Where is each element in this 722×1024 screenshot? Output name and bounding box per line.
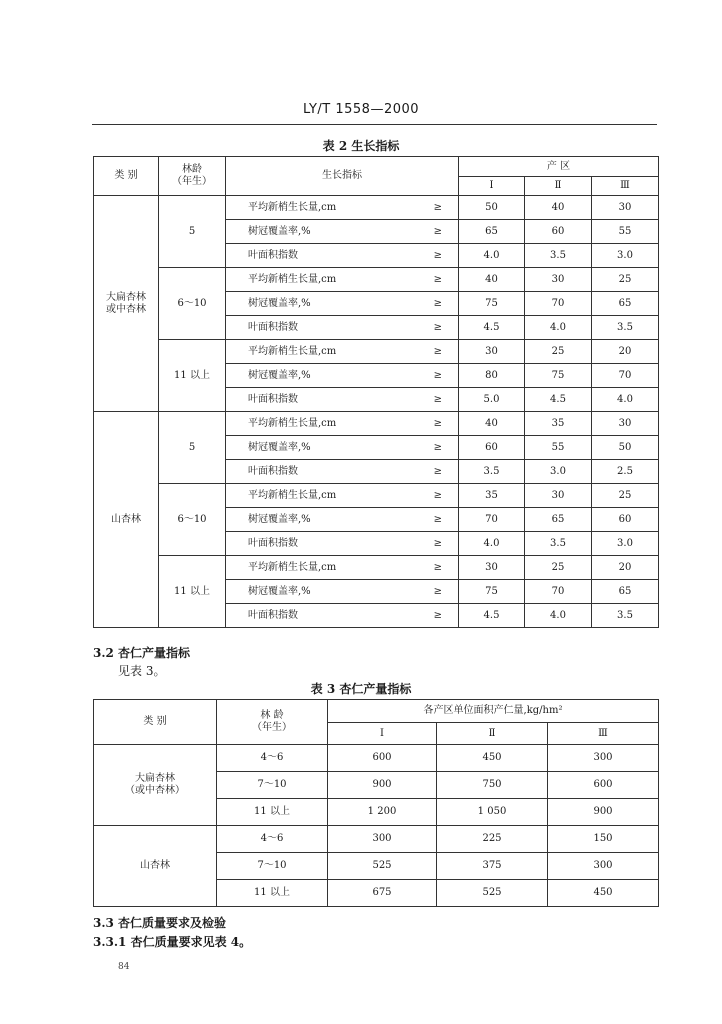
indicator-cell: 树冠覆盖率,%	[226, 436, 433, 460]
ge-symbol: ≥	[433, 580, 459, 604]
value-cell-region-1: 1 200	[328, 799, 437, 826]
age-cell: 5	[159, 196, 226, 268]
ge-symbol: ≥	[433, 436, 459, 460]
value-cell-region-3: 60	[592, 508, 659, 532]
col-header-indicator: 生长指标	[226, 157, 459, 196]
value-cell-region-1: 4.5	[459, 316, 525, 340]
table-row	[94, 268, 659, 292]
table3-caption: 表 3 杏仁产量指标	[310, 682, 412, 696]
value-cell-region-3: 65	[592, 580, 659, 604]
value-cell-region-3: 25	[592, 268, 659, 292]
col-header-region: 产 区	[459, 157, 659, 177]
indicator-cell: 平均新梢生长量,cm	[226, 412, 433, 436]
value-cell-region-1: 70	[459, 508, 525, 532]
value-cell-region-3: 3.0	[592, 532, 659, 556]
indicator-cell: 树冠覆盖率,%	[226, 292, 433, 316]
category-cell: 山杏林	[94, 412, 159, 628]
col-header-region-3: Ⅲ	[548, 723, 659, 745]
table-row	[94, 745, 659, 772]
col-header-age: 林龄 （年生）	[159, 157, 226, 196]
indicator-cell: 叶面积指数	[226, 244, 433, 268]
age-cell: 11 以上	[159, 340, 226, 412]
indicator-cell: 平均新梢生长量,cm	[226, 340, 433, 364]
value-cell-region-3: 150	[548, 826, 659, 853]
ge-symbol: ≥	[433, 244, 459, 268]
col-header-region-3: Ⅲ	[592, 177, 659, 196]
value-cell-region-2: 65	[525, 508, 592, 532]
value-cell-region-1: 75	[459, 292, 525, 316]
value-cell-region-1: 35	[459, 484, 525, 508]
value-cell-region-2: 4.0	[525, 604, 592, 628]
col-header-region-1: Ⅰ	[459, 177, 525, 196]
header-rule	[92, 124, 657, 125]
value-cell-region-1: 5.0	[459, 388, 525, 412]
ge-symbol: ≥	[433, 292, 459, 316]
value-cell-region-1: 675	[328, 880, 437, 907]
ge-symbol: ≥	[433, 340, 459, 364]
value-cell-region-3: 20	[592, 556, 659, 580]
col-header-category: 类 别	[94, 700, 217, 745]
age-cell: 11 以上	[217, 799, 328, 826]
value-cell-region-3: 30	[592, 196, 659, 220]
ge-symbol: ≥	[433, 556, 459, 580]
table-row	[94, 826, 659, 853]
running-header: LY/T 1558—2000	[302, 102, 420, 117]
value-cell-region-1: 40	[459, 268, 525, 292]
value-cell-region-2: 375	[437, 853, 548, 880]
indicator-cell: 树冠覆盖率,%	[226, 364, 433, 388]
value-cell-region-3: 600	[548, 772, 659, 799]
value-cell-region-2: 55	[525, 436, 592, 460]
value-cell-region-2: 60	[525, 220, 592, 244]
indicator-cell: 树冠覆盖率,%	[226, 220, 433, 244]
value-cell-region-2: 4.0	[525, 316, 592, 340]
ge-symbol: ≥	[433, 196, 459, 220]
value-cell-region-2: 25	[525, 556, 592, 580]
section-3-2-heading: 3.2 杏仁产量指标	[93, 646, 191, 660]
value-cell-region-3: 300	[548, 745, 659, 772]
col-header-yield: 各产区单位面积产仁量,kg/hm²	[328, 700, 659, 723]
growth-indicator-table	[93, 156, 659, 628]
ge-symbol: ≥	[433, 220, 459, 244]
value-cell-region-2: 1 050	[437, 799, 548, 826]
indicator-cell: 树冠覆盖率,%	[226, 580, 433, 604]
age-cell: 4～6	[217, 826, 328, 853]
indicator-cell: 叶面积指数	[226, 532, 433, 556]
indicator-cell: 叶面积指数	[226, 316, 433, 340]
value-cell-region-2: 525	[437, 880, 548, 907]
value-cell-region-2: 3.0	[525, 460, 592, 484]
indicator-cell: 叶面积指数	[226, 460, 433, 484]
age-cell: 5	[159, 412, 226, 484]
ge-symbol: ≥	[433, 364, 459, 388]
value-cell-region-2: 40	[525, 196, 592, 220]
table-row	[94, 340, 659, 364]
value-cell-region-3: 65	[592, 292, 659, 316]
value-cell-region-1: 30	[459, 340, 525, 364]
value-cell-region-3: 30	[592, 412, 659, 436]
indicator-cell: 平均新梢生长量,cm	[226, 556, 433, 580]
value-cell-region-2: 70	[525, 292, 592, 316]
age-cell: 7～10	[217, 772, 328, 799]
col-header-category: 类 别	[94, 157, 159, 196]
indicator-cell: 树冠覆盖率,%	[226, 508, 433, 532]
value-cell-region-2: 30	[525, 484, 592, 508]
indicator-cell: 平均新梢生长量,cm	[226, 484, 433, 508]
ge-symbol: ≥	[433, 508, 459, 532]
indicator-cell: 平均新梢生长量,cm	[226, 196, 433, 220]
page-number: 84	[118, 962, 130, 972]
value-cell-region-1: 4.5	[459, 604, 525, 628]
age-cell: 6～10	[159, 268, 226, 340]
age-cell: 6～10	[159, 484, 226, 556]
value-cell-region-3: 2.5	[592, 460, 659, 484]
value-cell-region-1: 600	[328, 745, 437, 772]
value-cell-region-1: 65	[459, 220, 525, 244]
value-cell-region-2: 450	[437, 745, 548, 772]
value-cell-region-3: 20	[592, 340, 659, 364]
value-cell-region-2: 225	[437, 826, 548, 853]
value-cell-region-1: 4.0	[459, 244, 525, 268]
value-cell-region-1: 80	[459, 364, 525, 388]
indicator-cell: 叶面积指数	[226, 388, 433, 412]
value-cell-region-2: 75	[525, 364, 592, 388]
value-cell-region-2: 35	[525, 412, 592, 436]
value-cell-region-2: 25	[525, 340, 592, 364]
value-cell-region-3: 900	[548, 799, 659, 826]
value-cell-region-3: 70	[592, 364, 659, 388]
section-3-3-heading: 3.3 杏仁质量要求及检验	[93, 916, 227, 930]
ge-symbol: ≥	[433, 532, 459, 556]
value-cell-region-3: 300	[548, 853, 659, 880]
value-cell-region-2: 4.5	[525, 388, 592, 412]
age-cell: 11 以上	[159, 556, 226, 628]
ge-symbol: ≥	[433, 412, 459, 436]
value-cell-region-3: 450	[548, 880, 659, 907]
col-header-region-2: Ⅱ	[437, 723, 548, 745]
value-cell-region-1: 40	[459, 412, 525, 436]
indicator-cell: 叶面积指数	[226, 604, 433, 628]
section-3-2-body: 见表 3。	[118, 664, 166, 678]
indicator-cell: 平均新梢生长量,cm	[226, 268, 433, 292]
ge-symbol: ≥	[433, 316, 459, 340]
value-cell-region-1: 4.0	[459, 532, 525, 556]
age-cell: 7～10	[217, 853, 328, 880]
col-header-age: 林 龄 （年生）	[217, 700, 328, 745]
category-cell: 山杏林	[94, 826, 217, 907]
value-cell-region-3: 25	[592, 484, 659, 508]
value-cell-region-3: 3.0	[592, 244, 659, 268]
category-cell: 大扁杏林 或中杏林	[94, 196, 159, 412]
section-3-3-1-heading: 3.3.1 杏仁质量要求见表 4。	[93, 935, 252, 949]
value-cell-region-1: 3.5	[459, 460, 525, 484]
table-row	[94, 196, 659, 220]
value-cell-region-3: 55	[592, 220, 659, 244]
value-cell-region-1: 525	[328, 853, 437, 880]
value-cell-region-2: 70	[525, 580, 592, 604]
age-cell: 11 以上	[217, 880, 328, 907]
value-cell-region-2: 3.5	[525, 244, 592, 268]
value-cell-region-1: 30	[459, 556, 525, 580]
value-cell-region-1: 900	[328, 772, 437, 799]
value-cell-region-1: 300	[328, 826, 437, 853]
value-cell-region-3: 4.0	[592, 388, 659, 412]
table-row	[94, 484, 659, 508]
age-cell: 4～6	[217, 745, 328, 772]
value-cell-region-2: 30	[525, 268, 592, 292]
value-cell-region-3: 3.5	[592, 316, 659, 340]
col-header-region-2: Ⅱ	[525, 177, 592, 196]
value-cell-region-2: 750	[437, 772, 548, 799]
category-cell: 大扁杏林 （或中杏林）	[94, 745, 217, 826]
ge-symbol: ≥	[433, 388, 459, 412]
kernel-yield-table	[93, 699, 659, 907]
value-cell-region-3: 3.5	[592, 604, 659, 628]
value-cell-region-2: 3.5	[525, 532, 592, 556]
value-cell-region-1: 50	[459, 196, 525, 220]
value-cell-region-3: 50	[592, 436, 659, 460]
table2-caption: 表 2 生长指标	[322, 139, 400, 153]
ge-symbol: ≥	[433, 268, 459, 292]
table-row	[94, 556, 659, 580]
ge-symbol: ≥	[433, 604, 459, 628]
table-row	[94, 412, 659, 436]
value-cell-region-1: 75	[459, 580, 525, 604]
ge-symbol: ≥	[433, 460, 459, 484]
col-header-region-1: Ⅰ	[328, 723, 437, 745]
value-cell-region-1: 60	[459, 436, 525, 460]
ge-symbol: ≥	[433, 484, 459, 508]
